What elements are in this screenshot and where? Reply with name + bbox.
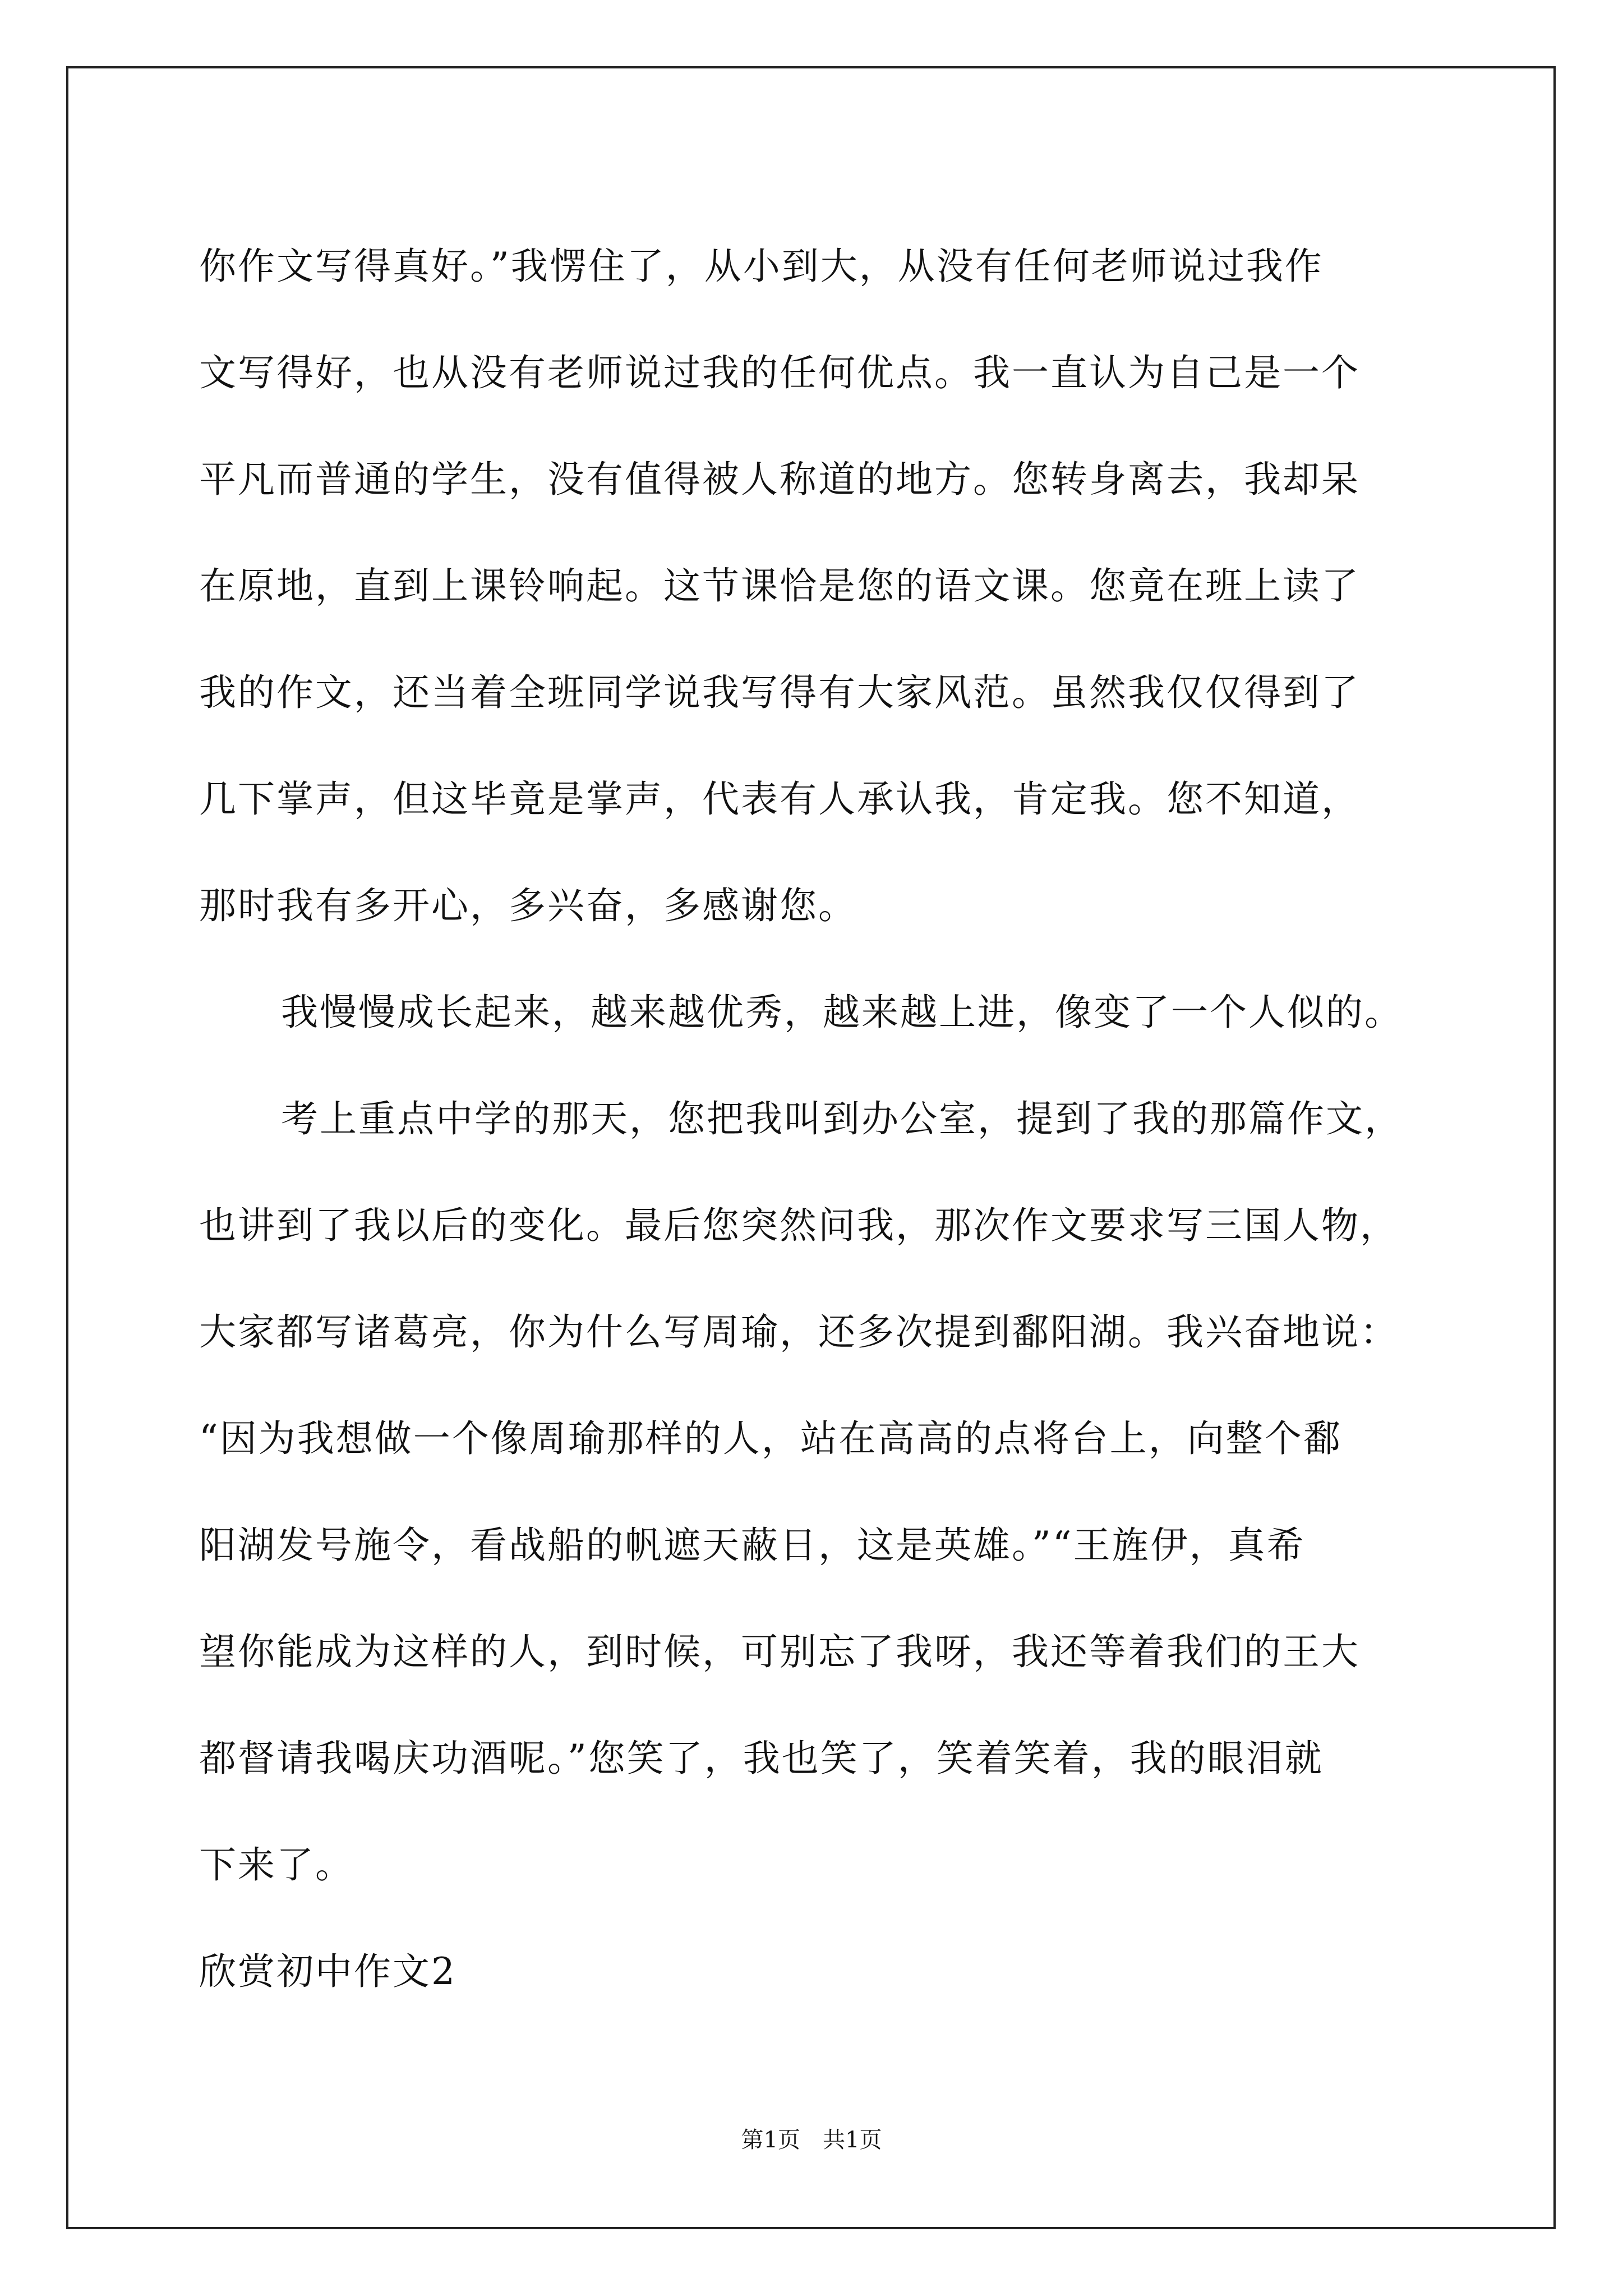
text-line: 你作文写得真好。”我愣住了，从小到大，从没有任何老师说过我作 [199,245,1324,288]
text-line: 几下掌声，但这毕竟是掌声，代表有人承认我，肯定我。您不知道， [199,777,1360,821]
text-line: 文写得好，也从没有老师说过我的任何优点。我一直认为自己是一个 [199,351,1360,394]
document-body [199,213,1467,2025]
text-line: 也讲到了我以后的变化。最后您突然问我，那次作文要求写三国人物， [199,1204,1399,1247]
text-line: 都督请我喝庆功酒呢。”您笑了，我也笑了，笑着笑着，我的眼泪就 [199,1737,1324,1780]
text-line: 下来了。 [199,1843,354,1887]
text-line: 在原地，直到上课铃响起。这节课恰是您的语文课。您竟在班上读了 [199,564,1360,608]
text-line: 我慢慢成长起来，越来越优秀，越来越上进，像变了一个人似的。 [281,991,1403,1034]
text-line: 阳湖发号施令，看战船的帆遮天蔽日，这是英雄。”“王旌伊，真希 [199,1524,1306,1567]
text-line: 大家都写诸葛亮，你为什么写周瑜，还多次提到鄱阳湖。我兴奋地说： [199,1310,1399,1354]
text-line: “因为我想做一个像周瑜那样的人，站在高高的点将台上，向整个鄱 [199,1417,1342,1460]
text-line: 考上重点中学的那天，您把我叫到办公室，提到了我的那篇作文， [281,1097,1403,1140]
text-line: 望你能成为这样的人，到时候，可别忘了我呀，我还等着我们的王大 [199,1630,1360,1673]
section-heading: 欣赏初中作文2 [199,1950,457,1993]
text-line: 平凡而普通的学生，没有值得被人称道的地方。您转身离去，我却呆 [199,458,1360,501]
text-line: 我的作文，还当着全班同学说我写得有大家风范。虽然我仅仅得到了 [199,671,1360,714]
page-footer: 第1页 共1页 [741,2127,882,2153]
text-line: 那时我有多开心，多兴奋，多感谢您。 [199,884,857,927]
